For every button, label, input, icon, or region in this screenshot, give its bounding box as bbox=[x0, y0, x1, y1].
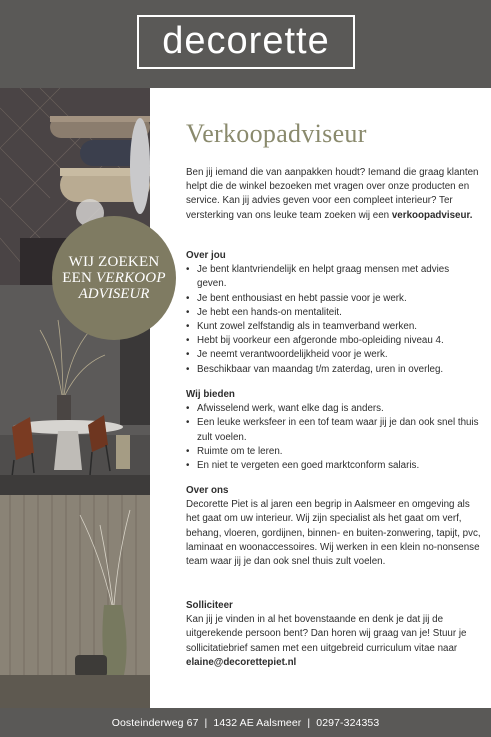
page-title: Verkoopadviseur bbox=[186, 119, 367, 148]
over-ons-section bbox=[186, 484, 481, 569]
vase-curtain-photo bbox=[0, 495, 150, 708]
over-jou-heading: Over jou bbox=[186, 250, 226, 261]
footer-bar bbox=[0, 708, 491, 737]
list-item: • Je bent enthousiast en hebt passie voor je werk. bbox=[186, 292, 481, 306]
solliciteer-text: Kan jij je vinden in al het bovenstaande en denk je dat jij de uitgerekende persoon bent? Dan horen wij graag van je! Stuur je sollicitatiebrief samen met een uitgebreid curriculum vitae naar elaine@decorettepiet.nl bbox=[186, 614, 467, 668]
list-item: • Beschikbaar van maandag t/m zaterdag, uren in overleg. bbox=[186, 363, 481, 377]
list-item: • Ruimte om te leren. bbox=[186, 445, 481, 459]
list-item: • Je bent klantvriendelijk en helpt graag mensen met advies geven. bbox=[186, 263, 481, 291]
list-item: • Je neemt verantwoordelijkheid voor je werk. bbox=[186, 348, 481, 362]
over-ons-text: Decorette Piet is al jaren een begrip in Aalsmeer en omgeving als het gaat om uw interieur. Wij zijn specialist als het gaat om verf, behang, vloeren, gordijnen, binnen- en buiten-zonwering, tapijt, pvc, laminaat en woonaccessoires. Wij werken in een klein no-nonsense team waar jij je dan ook snel thuis zult voelen. bbox=[186, 499, 481, 568]
list-item: • Kunt zowel zelfstandig als in teamverband werken. bbox=[186, 320, 481, 334]
brand-logo bbox=[137, 15, 355, 69]
footer-contact: Oosteinderweg 67 | 1432 AE Aalsmeer | 0297-324353 bbox=[111, 716, 380, 729]
hiring-badge bbox=[52, 216, 176, 340]
over-jou-list bbox=[186, 263, 481, 377]
list-item: • Je hebt een hands-on mentaliteit. bbox=[186, 306, 481, 320]
photo-column bbox=[0, 88, 150, 708]
vacancy-content bbox=[186, 118, 481, 668]
wij-bieden-heading: Wij bieden bbox=[186, 389, 235, 400]
logo-wordmark bbox=[141, 19, 351, 65]
svg-text:decorette: decorette bbox=[162, 20, 330, 62]
over-jou-section bbox=[186, 249, 481, 377]
list-item: • Hebt bij voorkeur een afgeronde mbo-opleiding niveau 4. bbox=[186, 334, 481, 348]
list-item: • En niet te vergeten een goed marktconform salaris. bbox=[186, 459, 481, 473]
wij-bieden-section bbox=[186, 388, 481, 473]
intro-paragraph: Ben jij iemand die van aanpakken houdt? Iemand die graag klanten helpt die de winkel bezoeken met vragen over onze producten en service. Kan jij advies geven voor een compleet interieur? Ter versterking van ons leuke team zoeken wij een verkoopadviseur. bbox=[186, 167, 479, 221]
header-bar bbox=[0, 0, 491, 88]
badge-line-2: EEN VERKOOP bbox=[62, 270, 166, 286]
solliciteer-heading: Solliciteer bbox=[186, 600, 233, 611]
badge-line-1: WIJ ZOEKEN bbox=[68, 254, 160, 270]
solliciteer-section bbox=[186, 599, 481, 670]
badge-line-3: ADVISEUR bbox=[78, 286, 150, 302]
list-item: • Afwisselend werk, want elke dag is anders. bbox=[186, 402, 481, 416]
list-item: • Een leuke werksfeer in een tof team waar jij je dan ook snel thuis zult voelen. bbox=[186, 416, 481, 444]
email-link[interactable]: elaine@decorettepiet.nl bbox=[186, 656, 297, 668]
wij-bieden-list bbox=[186, 402, 481, 473]
over-ons-heading: Over ons bbox=[186, 485, 229, 496]
